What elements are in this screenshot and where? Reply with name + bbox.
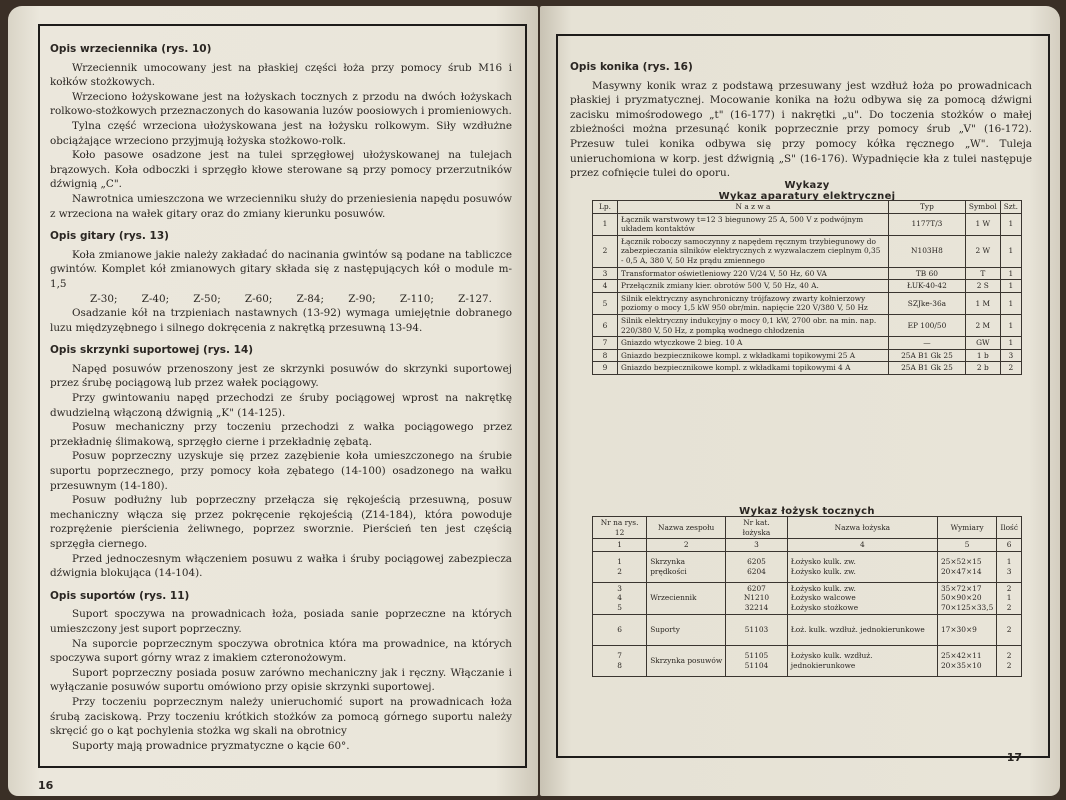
- table-cell: 1: [1000, 213, 1021, 235]
- paragraph: Suport spoczywa na prowadnicach łoża, posiada sanie poprzeczne na których umieszczony jest suport poprzeczny.: [50, 608, 512, 635]
- table-cell: 7: [593, 337, 618, 350]
- table-cell: 4: [593, 280, 618, 293]
- gear-item: Z-90;: [348, 292, 376, 305]
- gear-item: Z-84;: [296, 292, 325, 305]
- table-cell: Wrzeciennik: [647, 582, 726, 614]
- table-cell: 2: [997, 614, 1022, 645]
- table-cell: 2: [1000, 362, 1021, 375]
- table-header-cell: Wymiary: [937, 517, 996, 539]
- table-cell: Łoż. kulk. wzdłuż. jednokierunkowe: [787, 614, 937, 645]
- gear-item: Z-60;: [244, 292, 273, 305]
- table-row: [593, 235, 1022, 267]
- table-cell: 2 b: [965, 362, 1000, 375]
- table-cell: ŁUK-40-42: [888, 280, 965, 293]
- table-cell: 1: [1000, 280, 1021, 293]
- table-cell: Łącznik warstwowy t=12 3 biegunowy 25 A, 500 V z podwójnym układem kontaktów: [618, 213, 889, 235]
- paragraph: Przed jednoczesnym włączeniem posuwu z wałka i śruby pociągowej zabezpiecza dźwignia blokująca (14-104).: [50, 552, 512, 580]
- bearings-table: [592, 516, 1022, 677]
- table-row: [593, 551, 1022, 582]
- table-cell: 9: [593, 362, 618, 375]
- table-cell: 2 1 2: [997, 582, 1022, 614]
- table-cell: 25×52×15 20×47×14: [937, 551, 996, 582]
- table-cell: T: [965, 267, 1000, 280]
- table-cell: Gniazdo wtyczkowe 2 bieg. 10 A: [618, 337, 889, 350]
- gear-item: Z-30;: [90, 292, 118, 305]
- table-header-cell: Nr na rys. 12: [593, 517, 647, 539]
- table-row: [593, 267, 1022, 280]
- section-heading: Opis konika (rys. 16): [570, 61, 693, 73]
- table-cell: 51105 51104: [726, 645, 788, 676]
- table-cell: 1: [1000, 337, 1021, 350]
- paragraph: Nawrotnica umieszczona we wrzecienniku służy do przeniesienia napędu posuwów z wrzeciona na wałek gitary oraz do zmiany kierunku posuwów.: [50, 192, 512, 220]
- table-row: [593, 292, 1022, 314]
- left-page: [8, 6, 538, 796]
- paragraph: Wrzeciono łożyskowane jest na łożyskach tocznych z przodu na dwóch łożyskach rolkowo-stożkowych przeznaczonych do kasowania luzów poosiowych i promieniowych.: [50, 90, 512, 118]
- right-page: [540, 6, 1060, 796]
- paragraph: Przy toczeniu poprzecznym należy unieruchomić suport na prowadnicach łoża śrubą zaciskową. Przy toczeniu krótkich stożków za pomocą górnego suportu należy skręcić go o kąt pochylenia stożka wg skali na obrotnicy: [50, 695, 512, 738]
- table-cell: 1 3: [997, 551, 1022, 582]
- table-cell: 7 8: [593, 645, 647, 676]
- paragraph: Posuw mechaniczny przy toczeniu przechodzi z wałka pociągowego przez przekładnię ślimakową, sprzęgło cierne i przekładnię zębatą.: [50, 421, 512, 448]
- table-header-cell: Typ: [888, 201, 965, 214]
- table-colnum-cell: 5: [937, 539, 996, 552]
- table-colnum-cell: 6: [997, 539, 1022, 552]
- table-cell: 6: [593, 314, 618, 336]
- table-cell: SZJke-36a: [888, 292, 965, 314]
- table-cell: 2 M: [965, 314, 1000, 336]
- table-cell: 6: [593, 614, 647, 645]
- table-cell: —: [888, 337, 965, 350]
- table-title: Wykaz łożysk tocznych: [739, 506, 875, 517]
- table-cell: 3: [593, 267, 618, 280]
- paragraph: Posuw poprzeczny uzyskuje się przez zazębienie koła umieszczonego na śrubie suportu poprzecznego, przy pomocy koła zębatego (14-100) osadzonego na wałku przesuwnym (14-180).: [50, 450, 512, 492]
- table-cell: 3: [1000, 349, 1021, 362]
- gear-list: [50, 292, 512, 307]
- paragraph: Posuw podłużny lub poprzeczny przełącza się rękojeścią przesuwną, posuw mechaniczny włącza się przez pokręcenie rękojeścią (Z14-184), która powoduje rozprężenie pierścienia żeliwnego, poprzez sworznie. Pierścień ten jest częścią sprzęgła ciernego.: [50, 494, 512, 550]
- gear-item: Z-50;: [193, 292, 221, 305]
- table-cell: 51103: [726, 614, 788, 645]
- table-row: [593, 349, 1022, 362]
- table-cell: Łącznik roboczy samoczynny z napędem ręcznym trzybiegunowy do zabezpieczania silników elektrycznych z wyzwalaczem cieplnym 0,35 - 0,5 A, 380 V, 50 Hz prądu zmiennego: [618, 235, 889, 267]
- left-page-text: [50, 34, 512, 753]
- section-heading: Opis gitary (rys. 13): [50, 230, 169, 243]
- table-cell: 6207 N1210 32214: [726, 582, 788, 614]
- table-cell: 8: [593, 349, 618, 362]
- table-cell: Łożysko kulk. wzdłuż. jednokierunkowe: [787, 645, 937, 676]
- table-header-cell: Nazwa zespołu: [647, 517, 726, 539]
- table-cell: TB 60: [888, 267, 965, 280]
- section-heading: Opis wrzeciennika (rys. 10): [50, 43, 212, 55]
- table-cell: 1: [1000, 292, 1021, 314]
- table-cell: Silnik elektryczny asynchroniczny trójfazowy zwarty kołnierzowy poziomy o mocy 1,5 kW 950 obr/min. napięcie 220 V/380 V, 50 Hz: [618, 292, 889, 314]
- table-cell: 17×30×9: [937, 614, 996, 645]
- table-cell: 5: [593, 292, 618, 314]
- table-cell: 2 S: [965, 280, 1000, 293]
- table-cell: 1177T/3: [888, 213, 965, 235]
- table-header-cell: Nazwa łożyska: [787, 517, 937, 539]
- table-cell: 1 W: [965, 213, 1000, 235]
- paragraph: Koło pasowe osadzone jest na tulei sprzęgłowej ułożyskowanej na tulejach brązowych. Koła odboczki i sprzęgło kłowe sterowane są przy pomocy przerzutników dźwignią „C".: [50, 149, 512, 191]
- table-cell: 2 2: [997, 645, 1022, 676]
- table-cell: 1 M: [965, 292, 1000, 314]
- table-cell: Silnik elektryczny indukcyjny o mocy 0,1 kW, 2700 obr. na min. nap. 220/380 V, 50 Hz, z pompką wodnego chłodzenia: [618, 314, 889, 336]
- wykazy-heading: Wykazy Wykaz aparatury elektrycznej: [592, 180, 1022, 202]
- table-row: [593, 280, 1022, 293]
- table-header-cell: Lp.: [593, 201, 618, 214]
- table-cell: 1: [1000, 314, 1021, 336]
- table-cell: Suporty: [647, 614, 726, 645]
- table-colnum-row: [593, 539, 1022, 552]
- table-cell: Łożysko kulk. zw. Łożysko kulk. zw.: [787, 551, 937, 582]
- table-cell: 2: [593, 235, 618, 267]
- table-colnum-cell: 4: [787, 539, 937, 552]
- table-cell: EP 100/50: [888, 314, 965, 336]
- table-cell: Gniazdo bezpiecznikowe kompl. z wkładkami topikowymi 4 A: [618, 362, 889, 375]
- table-row: [593, 362, 1022, 375]
- paragraph: Masywny konik wraz z podstawą przesuwany jest wzdłuż łoża po prowadnicach płaskiej i pryzmatycznej. Mocowanie konika na łożu odbywa się za pomocą dźwigni zacisku mimośrodowego „t" (16-177) i nakrętki „u". Do toczenia stożków o małej zbieżności można przesunąć konik poprzecznie przy pomocy śrub „V" (16-172). Przesuw tulei konika odbywa się przy pomocy kółka ręcznego „W". Tuleja unieruchomiona w korp. jest dźwignią „S" (16-176). Wypadnięcie kła z tulei następuje przez cofnięcie tulei do oporu.: [570, 79, 1032, 180]
- table-header-cell: Symbol: [965, 201, 1000, 214]
- table-colnum-cell: 1: [593, 539, 647, 552]
- table-cell: 25×42×11 20×35×10: [937, 645, 996, 676]
- paragraph: Napęd posuwów przenoszony jest ze skrzynki posuwów do skrzynki suportowej przez śrubę pociągową lub przez wałek pociągowy.: [50, 362, 512, 390]
- table-cell: 1: [1000, 267, 1021, 280]
- table-header-row: [593, 517, 1022, 539]
- paragraph: Suport poprzeczny posiada posuw zarówno mechaniczny jak i ręczny. Włączanie i wyłączanie posuwów suportu omówiono przy opisie skrzynki suportowej.: [50, 666, 512, 694]
- table-cell: Transformator oświetleniowy 220 V/24 V, 50 Hz, 60 VA: [618, 267, 889, 280]
- table-cell: 1: [1000, 235, 1021, 267]
- table-cell: 1 2: [593, 551, 647, 582]
- table-cell: Przełącznik zmiany kier. obrotów 500 V, 50 Hz, 40 A.: [618, 280, 889, 293]
- paragraph: Koła zmianowe jakie należy zakładać do nacinania gwintów są podane na tabliczce gwintów. Komplet kół zmianowych gitary składa się z następujących kół o module m-1,5: [50, 248, 512, 290]
- table-cell: 2 W: [965, 235, 1000, 267]
- paragraph: Tylna część wrzeciona ułożyskowana jest na łożysku rolkowym. Siły wzdłużne obciążające wrzeciono przyjmują łożyska stożkowo-rolk.: [50, 119, 512, 147]
- left-page-number: 16: [38, 779, 54, 792]
- right-page-text: [570, 52, 1032, 181]
- paragraph: Wrzeciennik umocowany jest na płaskiej części łoża przy pomocy śrub M16 i kołków stożkowych.: [50, 61, 512, 89]
- table-cell: Gniazdo bezpiecznikowe kompl. z wkładkami topikowymi 25 A: [618, 349, 889, 362]
- table-row: [593, 645, 1022, 676]
- table-cell: 1: [593, 213, 618, 235]
- gear-item: Z-40;: [141, 292, 170, 305]
- table-header-cell: Szt.: [1000, 201, 1021, 214]
- table-cell: 3 4 5: [593, 582, 647, 614]
- table-row: [593, 582, 1022, 614]
- table-row: [593, 614, 1022, 645]
- table-row: [593, 213, 1022, 235]
- table-cell: 25A B1 Gk 25: [888, 362, 965, 375]
- gear-item: Z-110;: [399, 292, 434, 305]
- table-cell: GW: [965, 337, 1000, 350]
- table-cell: 25A B1 Gk 25: [888, 349, 965, 362]
- right-page-number: 17: [1006, 751, 1022, 764]
- table-header-cell: Nr kat. łożyska: [726, 517, 788, 539]
- paragraph: Przy gwintowaniu napęd przechodzi ze śruby pociągowej wprost na nakrętkę dwudzielną włączoną dźwignią „K" (14-125).: [50, 392, 512, 419]
- table-row: [593, 314, 1022, 336]
- table-cell: Skrzynka prędkości: [647, 551, 726, 582]
- table-header-row: [593, 201, 1022, 214]
- table-cell: 35×72×17 50×90×20 70×125×33,5: [937, 582, 996, 614]
- section-heading: Opis skrzynki suportowej (rys. 14): [50, 344, 254, 357]
- table-cell: N103H8: [888, 235, 965, 267]
- table-cell: Skrzynka posuwów: [647, 645, 726, 676]
- table-header-cell: N a z w a: [618, 201, 889, 214]
- table-cell: 6205 6204: [726, 551, 788, 582]
- table-cell: 1 b: [965, 349, 1000, 362]
- section-heading: Opis suportów (rys. 11): [50, 589, 190, 602]
- table-cell: Łożysko kulk. zw. Łożysko walcowe Łożysko stożkowe: [787, 582, 937, 614]
- electrical-equipment-table: [592, 200, 1022, 375]
- paragraph: Na suporcie poprzecznym spoczywa obrotnica która ma prowadnice, na których spoczywa suport górny wraz z imakiem czteronożowym.: [50, 637, 512, 665]
- table-colnum-cell: 3: [726, 539, 788, 552]
- table-header-cell: Ilość: [997, 517, 1022, 539]
- table-row: [593, 337, 1022, 350]
- table-title: Wykaz aparatury elektrycznej: [718, 191, 896, 202]
- table-colnum-cell: 2: [647, 539, 726, 552]
- paragraph: Suporty mają prowadnice pryzmatyczne o kącie 60°.: [72, 739, 350, 752]
- gear-item: Z-127.: [458, 292, 492, 305]
- paragraph: Osadzanie kół na trzpieniach nastawnych (13-92) wymaga umiejętnie dobranego luzu międzyzębnego i silnego dokręcenia z nakrętką przesuwną 13-94.: [50, 307, 512, 334]
